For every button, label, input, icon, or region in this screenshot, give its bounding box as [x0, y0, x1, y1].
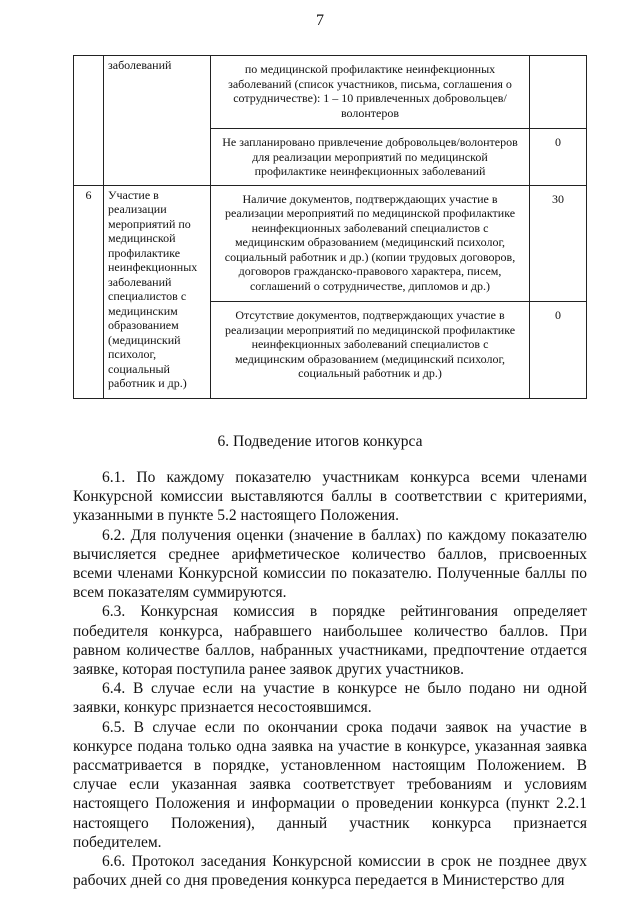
- paragraph-6-1: 6.1. По каждому показателю участникам конкурса всеми членами Конкурсной комиссии выставляются баллы в соответствии с критериями, указанными в пункте 5.2 настоящего Положения.: [73, 469, 587, 525]
- option-description: Не запланировано привлечение добровольцев/волонтеров для реализации мероприятий по медицинской профилактике неинфекционных заболеваний: [222, 135, 518, 178]
- option-description: по медицинской профилактике неинфекционных заболеваний (список участников, письма, соглашения о сотрудничестве): 1 – 10 привлеченных добровольцев/волонтеров: [228, 62, 512, 120]
- criteria-table: [73, 55, 587, 399]
- paragraph-6-5: 6.5. В случае если по окончании срока подачи заявок на участие в конкурсе подана только одна заявка на участие в конкурсе, указанная заявка рассматривается в порядке, установленном настоящим Положением. В случае если указанная заявка соответствует требованиям и условиям настоящего Положения и информации о проведении конкурса (пункт 2.2.1 настоящего Положения), данный участник конкурса признается победителем.: [73, 718, 587, 851]
- paragraph-6-4: 6.4. В случае если на участие в конкурсе не было подано ни одной заявки, конкурс признается несостоявшимся.: [73, 680, 587, 717]
- option-description: Отсутствие документов, подтверждающих участие в реализации мероприятий по медицинской профилактике неинфекционных заболеваний специалистов с медицинским образованием (медицинский психолог, социальный работник и др.): [224, 308, 516, 380]
- paragraph-6-6: 6.6. Протокол заседания Конкурсной комиссии в срок не позднее двух рабочих дней со дня проведения конкурса передается в Министерство для: [73, 853, 587, 890]
- criterion-name: заболеваний: [108, 58, 172, 72]
- table-row: [74, 185, 587, 399]
- option-score: 30: [530, 186, 587, 302]
- option-description: Наличие документов, подтверждающих участие в реализации мероприятий по медицинской профилактике неинфекционных заболеваний специалистов с медицинским образованием (медицинский психолог, социальный работник и др.) (копии трудовых договоров, договоров гражданско-правового характера, писем, соглашений о сотрудничестве, дипломов и др.): [224, 191, 516, 293]
- option-score: 0: [555, 308, 561, 322]
- row-number-cell: [74, 185, 104, 399]
- paragraph-6-3: 6.3. Конкурсная комиссия в порядке рейтингования определяет победителя конкурса, набравшего наибольшее количество баллов. При равном количестве баллов, набранных участниками, предпочтение отдается заявке, которая поступила ранее заявок других участников.: [73, 603, 587, 679]
- page-number: 7: [316, 12, 324, 29]
- row-number-cell: [74, 56, 104, 186]
- section-body: [73, 468, 587, 890]
- option-score: 0: [555, 135, 561, 149]
- row-number: 6: [85, 187, 92, 202]
- criterion-name-cell: [104, 185, 211, 399]
- section-title: 6. Подведение итогов конкурса: [217, 433, 423, 450]
- criterion-name: Участие в реализации мероприятий по медицинской профилактике неинфекционных заболеваний специалистов с медицинским образованием (медицинский психолог, социальный работник и др.): [108, 187, 198, 390]
- table-row: [74, 56, 587, 186]
- paragraph-6-2: 6.2. Для получения оценки (значение в баллах) по каждому показателю вычисляется среднее арифметическое количество баллов, присвоенных всеми членами Конкурсной комиссии по показателю. Полученные баллы по всем показателям суммируются.: [73, 526, 587, 602]
- criterion-name-cell: [104, 56, 211, 186]
- criterion-options-cell: [211, 56, 587, 186]
- option-score: [530, 56, 587, 129]
- criterion-options-cell: [211, 185, 587, 399]
